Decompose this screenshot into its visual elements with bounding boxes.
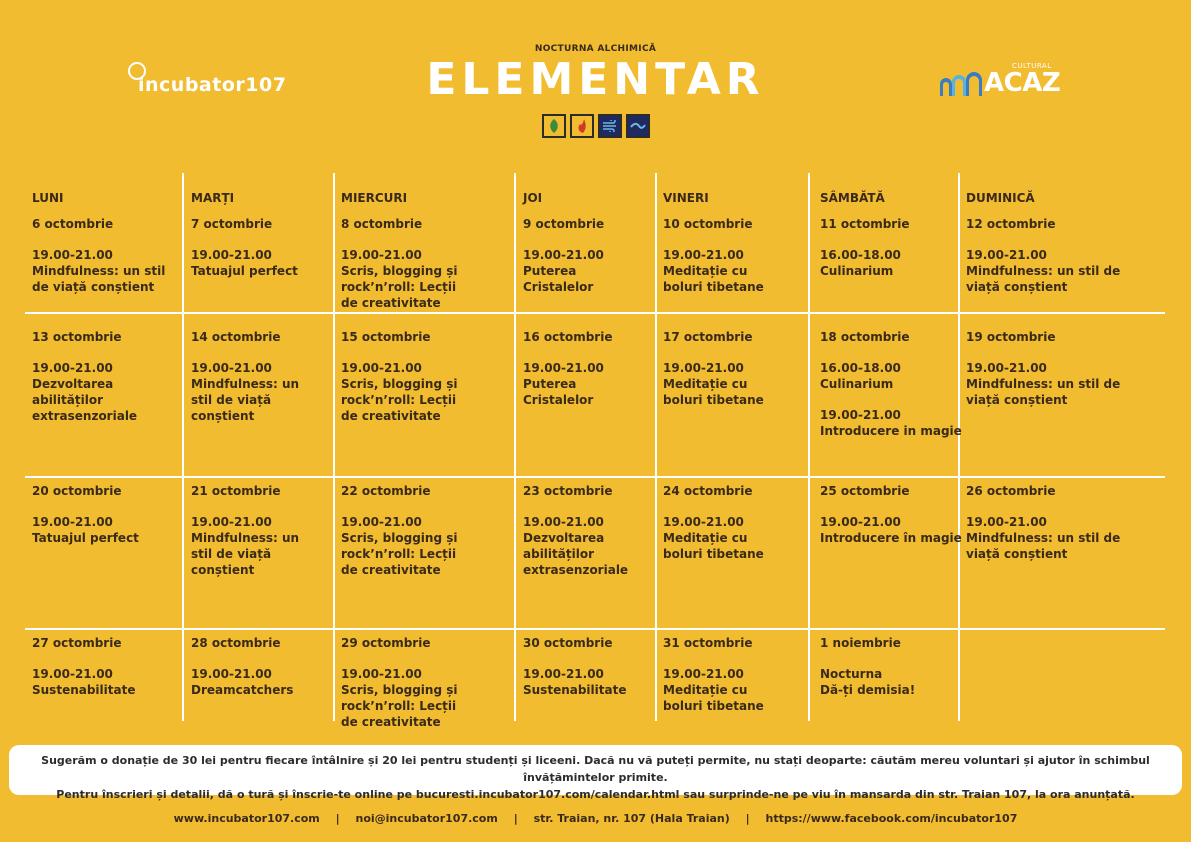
calendar-cell [820,329,962,439]
event-title-line: Puterea [523,264,577,278]
page-subtitle: NOCTURNA ALCHIMICĂ [534,44,657,54]
event-time: 19.00-21.00 [523,515,604,529]
row-divider [25,628,1165,630]
event-title-line: conștient [191,563,255,577]
calendar-cell [32,216,165,295]
event-title-line: boluri tibetane [663,393,764,407]
cell-date: 17 octombrie [663,330,753,344]
event-title-line: Dezvoltarea [32,377,114,391]
event-title-line: Scris, blogging și [341,531,458,545]
event-title-line: Meditație cu [663,264,748,278]
calendar-cell [663,329,764,408]
event-time: 19.00-21.00 [32,515,113,529]
page-footer [0,812,1191,825]
cell-date: 28 octombrie [191,636,281,650]
element-icons [0,114,1191,138]
event-title-line: viață conștient [966,280,1068,294]
event-title-line: boluri tibetane [663,699,764,713]
cell-date: 22 octombrie [341,484,431,498]
event-title-line: Dezvoltarea [523,531,605,545]
day-header: VINERI [663,191,709,205]
cell-date: 25 octombrie [820,484,910,498]
cell-date: 12 octombrie [966,217,1056,231]
event-gap [820,392,962,407]
event-title-line: rock’n’roll: Lecții [341,280,457,294]
cell-date: 7 octombrie [191,217,273,231]
event-title-line: Mindfulness: un stil de [966,377,1121,391]
calendar-cell [523,329,612,408]
event-title-line: Scris, blogging și [341,377,458,391]
footer-separator: | [335,812,340,825]
event-title-line: Meditație cu [663,683,748,697]
event-time: 19.00-21.00 [663,515,744,529]
event-time: 19.00-21.00 [191,667,272,681]
event-time: 19.00-21.00 [523,361,604,375]
column-divider [333,173,335,721]
event-time: 19.00-21.00 [820,515,901,529]
event-title-line: Culinarium [820,377,894,391]
footer-email[interactable]: noi@incubator107.com [355,812,498,825]
event-title-line: Dă-ți demisia! [820,683,916,697]
event-title-line: Introducere in magie [820,424,962,438]
event-time: 19.00-21.00 [663,248,744,262]
event-title-line: de creativitate [341,409,441,423]
wind-icon [598,114,622,138]
calendar-cell [191,329,299,424]
event-title-line: Mindfulness: un stil de [966,531,1121,545]
leaf-icon [542,114,566,138]
event-title-line: stil de viață [191,393,272,407]
calendar-cell [663,635,764,714]
event-time: 19.00-21.00 [966,248,1047,262]
calendar-cell [966,216,1120,295]
cell-date: 30 octombrie [523,636,613,650]
incubator-logo-text: incubator107 [138,74,287,96]
event-title-line: Mindfulness: un [191,531,300,545]
calendar-cell [820,216,909,279]
cell-date: 6 octombrie [32,217,114,231]
donation-note [9,745,1182,801]
event-time: 19.00-21.00 [341,248,422,262]
cell-date: 18 octombrie [820,330,910,344]
event-title-line: abilităților [523,547,594,561]
event-time: Nocturna [820,667,883,681]
acaz-label: ACAZ [984,68,1061,98]
water-icon [626,114,650,138]
footer-address: str. Traian, nr. 107 (Hala Traian) [533,812,730,825]
day-header: MARȚI [191,191,235,205]
event-title-line: Cristalelor [523,280,594,294]
day-header: LUNI [32,191,64,205]
event-title-line: Scris, blogging și [341,264,458,278]
day-header: MIERCURI [341,191,408,205]
cell-date: 13 octombrie [32,330,122,344]
calendar-cell [341,329,457,424]
column-divider [514,173,516,721]
calendar-cell [32,483,139,546]
note-line-1: Sugerăm o donație de 30 lei pentru fiecare întâlnire și 20 lei pentru studenți și liceeni. Dacă nu vă puteți permite, nu stați deoparte: căutăm mereu voluntari și ajutor în schimbul învățămintelor primite. [41,754,1150,784]
event-title-line: rock’n’roll: Lecții [341,547,457,561]
event-time: 19.00-21.00 [341,667,422,681]
event-title-line: Tatuajul perfect [191,264,298,278]
cell-date: 9 octombrie [523,217,605,231]
event-time: 19.00-21.00 [966,515,1047,529]
calendar-cell [32,635,135,698]
event-time: 16.00-18.00 [820,248,901,262]
cell-date: 23 octombrie [523,484,613,498]
event-time: 19.00-21.00 [966,361,1047,375]
event-title-line: stil de viață [191,547,272,561]
calendar-cell [523,483,628,578]
cell-date: 10 octombrie [663,217,753,231]
event-title-line: Mindfulness: un [191,377,300,391]
event-title-line: de creativitate [341,563,441,577]
calendar-cell [663,483,764,562]
event-title-line: extrasenzoriale [32,409,138,423]
event-time: 19.00-21.00 [341,361,422,375]
event-title-line: boluri tibetane [663,280,764,294]
event-title-line: Meditație cu [663,531,748,545]
event-title-line: rock’n’roll: Lecții [341,393,457,407]
page-title: ELEMENTAR [426,54,765,105]
calendar-cell [523,216,604,295]
event-title-line: Mindfulness: un stil [32,264,166,278]
event-title-line: Cristalelor [523,393,594,407]
calendar-cell [191,216,298,279]
day-header: SÂMBĂTĂ [820,191,885,205]
cell-date: 26 octombrie [966,484,1056,498]
event-time: 19.00-21.00 [820,408,901,422]
event-title-line: extrasenzoriale [523,563,629,577]
column-divider [808,173,810,721]
calendar-cell [341,483,457,578]
event-title-line: abilităților [32,393,103,407]
event-time: 19.00-21.00 [191,361,272,375]
event-title-line: viață conștient [966,547,1068,561]
calendar-cell [523,635,626,698]
footer-separator: | [745,812,750,825]
event-title-line: Puterea [523,377,577,391]
event-title-line: Dreamcatchers [191,683,294,697]
event-title-line: Tatuajul perfect [32,531,139,545]
event-title-line: rock’n’roll: Lecții [341,699,457,713]
event-time: 19.00-21.00 [191,515,272,529]
event-title-line: de creativitate [341,715,441,729]
event-title-line: Meditație cu [663,377,748,391]
event-title-line: Scris, blogging și [341,683,458,697]
event-title-line: Introducere în magie [820,531,962,545]
footer-facebook[interactable]: https://www.facebook.com/incubator107 [765,812,1018,825]
event-title-line: boluri tibetane [663,547,764,561]
cell-date: 15 octombrie [341,330,431,344]
cell-date: 14 octombrie [191,330,281,344]
row-divider [25,312,1165,314]
footer-separator: | [513,812,518,825]
calendar-cell [966,329,1120,408]
cell-date: 29 octombrie [341,636,431,650]
cell-date: 11 octombrie [820,217,910,231]
calendar-cell [191,635,293,698]
event-title-line: de viață conștient [32,280,155,294]
note-line-2: Pentru înscrieri și detalii, dă o tură și înscrie-te online pe bucuresti.incubator107.com/calendar.html sau surprinde-ne pe viu în mansarda din str. Traian 107, la ora anunțată. [56,788,1135,801]
calendar-cell [820,635,915,698]
column-divider [958,173,960,721]
event-time: 19.00-21.00 [32,361,113,375]
event-time: 16.00-18.00 [820,361,901,375]
cell-date: 16 octombrie [523,330,613,344]
cultural-label: CULTURAL [1012,62,1052,70]
calendar-cell [341,635,457,730]
column-divider [655,173,657,721]
column-divider [182,173,184,721]
event-title-line: Mindfulness: un stil de [966,264,1121,278]
calendar-cell [820,483,962,546]
calendar-cell [191,483,299,578]
event-title-line: Sustenabilitate [32,683,136,697]
fire-icon [570,114,594,138]
event-time: 19.00-21.00 [341,515,422,529]
cell-date: 24 octombrie [663,484,753,498]
cell-date: 27 octombrie [32,636,122,650]
event-time: 19.00-21.00 [32,248,113,262]
calendar-cell [341,216,457,311]
event-time: 19.00-21.00 [32,667,113,681]
calendar-cell [663,216,764,295]
event-title-line: Sustenabilitate [523,683,627,697]
event-title-line: conștient [191,409,255,423]
event-title-line: Culinarium [820,264,894,278]
event-title-line: viață conștient [966,393,1068,407]
cell-date: 19 octombrie [966,330,1056,344]
cell-date: 8 octombrie [341,217,423,231]
footer-website[interactable]: www.incubator107.com [173,812,320,825]
arches-icon [940,72,984,96]
cell-date: 20 octombrie [32,484,122,498]
row-divider [25,476,1165,478]
event-time: 19.00-21.00 [523,248,604,262]
event-time: 19.00-21.00 [663,667,744,681]
day-header: DUMINICĂ [966,191,1035,205]
calendar-cell [966,483,1120,562]
day-header: JOI [523,191,543,205]
cell-date: 31 octombrie [663,636,753,650]
event-time: 19.00-21.00 [663,361,744,375]
event-title-line: de creativitate [341,296,441,310]
cell-date: 1 noiembrie [820,636,901,650]
event-time: 19.00-21.00 [523,667,604,681]
event-time: 19.00-21.00 [191,248,272,262]
calendar-cell [32,329,137,424]
cell-date: 21 octombrie [191,484,281,498]
macaz-logo [940,62,1060,102]
